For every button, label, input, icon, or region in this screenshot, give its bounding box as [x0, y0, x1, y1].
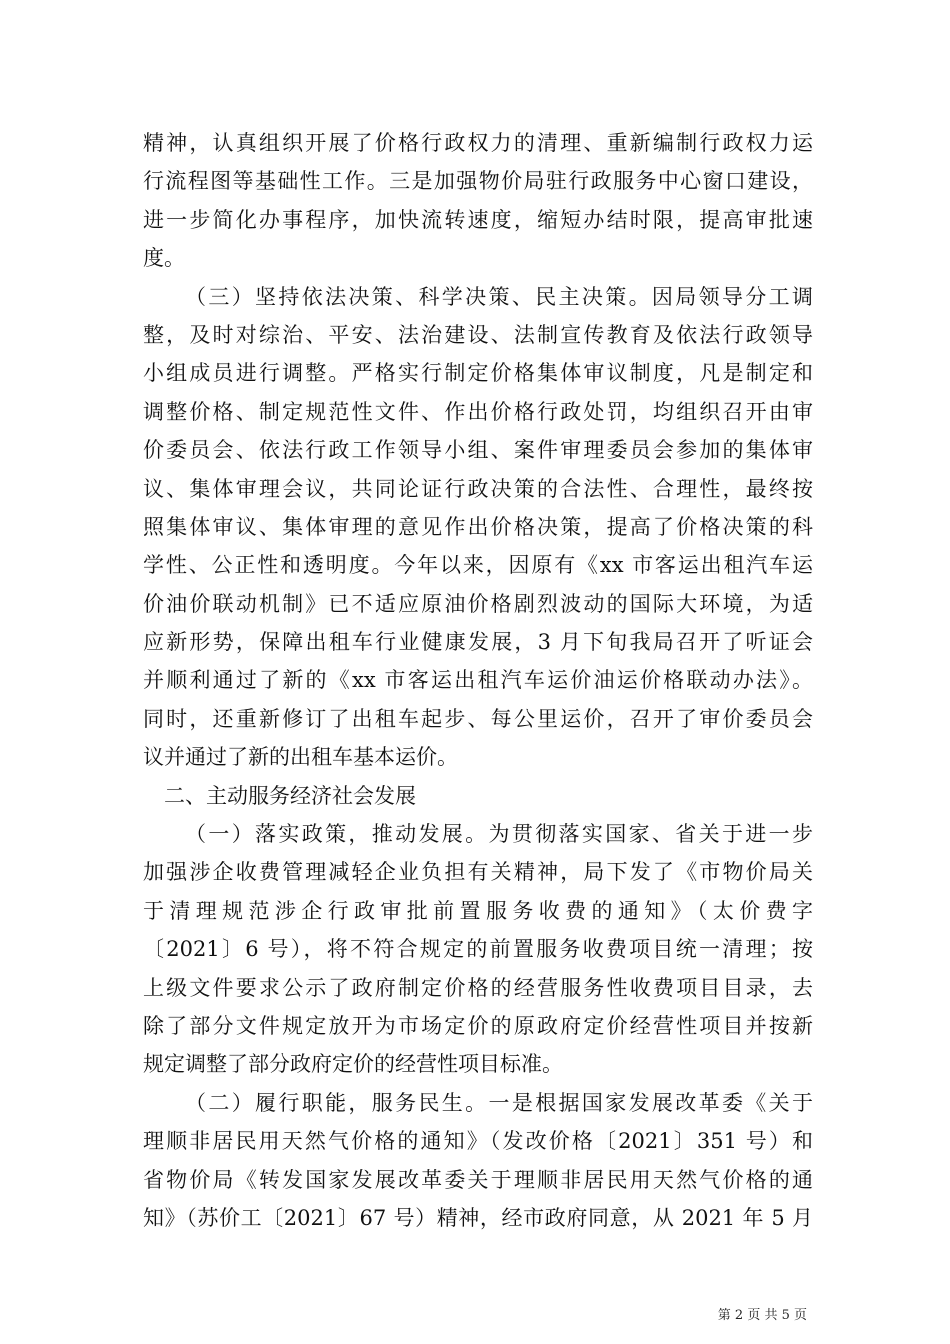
text-line: 价委员会、依法行政工作领导小组、案件审理委员会参加的集体审	[143, 438, 813, 463]
text-line: 调整价格、制定规范性文件、作出价格行政处罚，均组织召开由审	[143, 399, 813, 424]
paragraph-heading-line: （二）履行职能，服务民生。一是根据国家发展改革委《关于	[185, 1090, 813, 1115]
text-line: 度。	[143, 246, 185, 271]
text-line: 精神，认真组织开展了价格行政权力的清理、重新编制行政权力运	[143, 131, 813, 155]
paragraph-heading-line: （一）落实政策，推动发展。为贯彻落实国家、省关于进一步	[185, 822, 813, 847]
text-line: 加强涉企收费管理减轻企业负担有关精神，局下发了《市物价局关	[143, 860, 813, 885]
text-line: 进一步简化办事程序，加快流转速度，缩短办结时限，提高审批速	[143, 207, 813, 232]
text-line: 应新形势，保障出租车行业健康发展，3 月下旬我局召开了听证会	[143, 630, 813, 655]
section-heading: 二、主动服务经济社会发展	[164, 783, 416, 808]
text-line: 整，及时对综治、平安、法治建设、法制宣传教育及依法行政领导	[143, 322, 813, 347]
paragraph-heading-line: （三）坚持依法决策、科学决策、民主决策。因局领导分工调	[185, 284, 813, 309]
text-line: 照集体审议、集体审理的意见作出价格决策，提高了价格决策的科	[143, 514, 813, 539]
text-line: 规定调整了部分政府定价的经营性项目标准。	[143, 1052, 563, 1077]
text-line: 同时，还重新修订了出租车起步、每公里运价，召开了审价委员会	[143, 706, 813, 731]
text-line: 并顺利通过了新的《xx 市客运出租汽车运价油运价格联动办法》。	[143, 668, 813, 693]
text-line: 〔2021〕6 号），将不符合规定的前置服务收费项目统一清理；按	[143, 937, 813, 962]
text-line: 理顺非居民用天然气价格的通知》（发改价格〔2021〕351 号）和	[143, 1129, 813, 1154]
text-line: 省物价局《转发国家发展改革委关于理顺非居民用天然气价格的通	[143, 1167, 813, 1192]
text-line: 除了部分文件规定放开为市场定价的原政府定价经营性项目并按新	[143, 1013, 813, 1038]
text-line: 议并通过了新的出租车基本运价。	[143, 745, 458, 770]
text-line: 价油价联动机制》已不适应原油价格剧烈波动的国际大环境，为适	[143, 591, 813, 616]
text-line: 学性、公正性和透明度。今年以来，因原有《xx 市客运出租汽车运	[143, 553, 813, 578]
text-line: 行流程图等基础性工作。三是加强物价局驻行政服务中心窗口建设，	[143, 169, 813, 194]
text-line: 于清理规范涉企行政审批前置服务收费的通知》（太价费字	[143, 898, 813, 923]
text-line: 小组成员进行调整。严格实行制定价格集体审议制度，凡是制定和	[143, 361, 813, 386]
text-line: 议、集体审理会议，共同论证行政决策的合法性、合理性，最终按	[143, 476, 813, 501]
text-line: 知》（苏价工〔2021〕67 号）精神，经市政府同意，从 2021 年 5 月	[143, 1205, 813, 1230]
text-line: 上级文件要求公示了政府制定价格的经营服务性收费项目目录，去	[143, 975, 813, 1000]
page-number: 第 2 页 共 5 页	[717, 1308, 807, 1323]
body-text	[143, 124, 813, 1237]
